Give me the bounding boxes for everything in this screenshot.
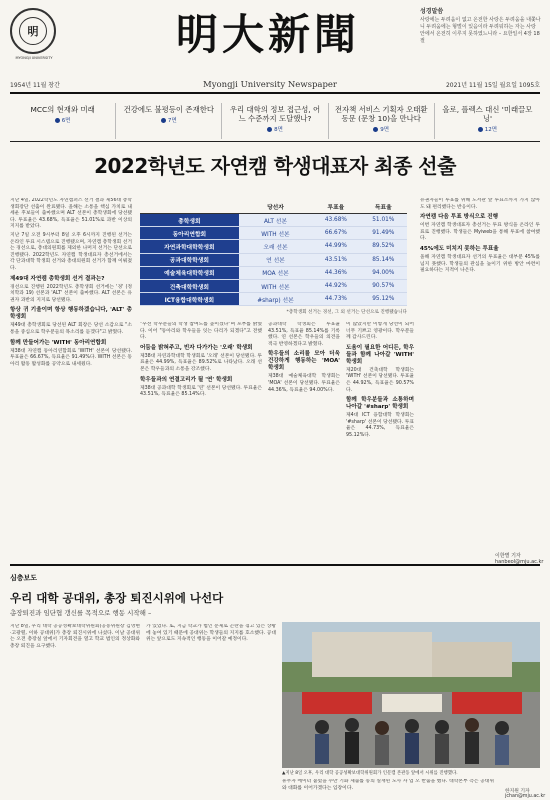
article-column-2 [140, 322, 262, 562]
paper-english-name: Myongji University Newspaper [203, 80, 337, 90]
section2-subtitle: 총장퇴진과 임단협 갱신를 목적으로 행동 시작해 – [10, 609, 152, 617]
motto-body: 사랑에는 두려움이 없고 온전한 사랑은 두려움을 내쫓나니 두려움에는 형벌이 있음이라 두려워하는 자는 사랑 안에서 온전히 이루지 못하였느니라 – 요한일서 4장 18절 [420, 17, 541, 44]
article-column-4 [346, 322, 414, 562]
index-title: 올로, 플렉스 대신 '미래끌모닝' [442, 105, 533, 123]
row-vote-share: 95.12% [360, 293, 407, 306]
index-item[interactable] [10, 103, 116, 139]
bible-verse-box [420, 8, 542, 45]
paragraph: 가 있었다. 또, 지금 학교가 법인 문제로 곤란을 겪고 있는 상황에 놓여 있기 때문에 공대위는 학생들의 지지를 호소했다. 공대위는 앞으로도 지속적인 행동을 이어갈 예정이다. [146, 624, 276, 643]
index-rule [10, 141, 540, 142]
protest-photo-illustration [282, 622, 540, 768]
paragraph: 지난 8일, 우리 대학 공공성확보대학위원회(공동위원장 김영현·고광렬, 이하 공대위)가 총장 퇴진시위에 나섰다. 이날 공대위는 오전 총장실 앞에서 기자회견을 열고 학교 법인의 정상화와 총장 퇴진을 요구했다. [10, 624, 140, 649]
header-winner: 당선자 [239, 200, 312, 214]
row-org: 예술체육대학학생회 [140, 266, 239, 279]
paragraph: 제20대 건축대학 학생회는 'WITH' 선본이 당선됐다. 투표율은 44.92%, 득표율은 90.57%다. [346, 367, 414, 393]
row-vote-share: 89.52% [360, 240, 407, 253]
section-rule [10, 564, 540, 566]
bullet-icon [373, 127, 378, 132]
bullet-icon [267, 127, 272, 132]
section2-column-3 [282, 779, 494, 797]
paragraph: 이번 자연캠 학생대표자 총선거는 투표 방식을 온라인 투표로 진행했다. 학생들은 Myiweb을 통해 투표에 참여했다. [420, 223, 540, 242]
bullet-icon [161, 118, 166, 123]
paragraph: "우선 학우분들의 학생 참여도를 높이겠다"며 포부를 밝혔다. 이어 "동아리와 학우들을 잇는 다리가 되겠다"고 전했다. [140, 322, 262, 341]
paragraph: 경선으로 진행된 2022학년도 총학생회 선거에는 '경' (정치학과 19) 선본과 'ALT' 선본이 출마했다. ALT 선본은 유권자 과반의 지지로 당선됐다. [10, 284, 132, 303]
row-turnout: 43.68% [312, 214, 359, 227]
row-winner: WITH 선본 [239, 227, 312, 240]
index-page: 6면 [14, 116, 111, 124]
row-winner: MOA 선본 [239, 266, 312, 279]
row-turnout: 43.51% [312, 253, 359, 266]
row-winner: 연 선본 [239, 253, 312, 266]
paragraph: 지난 7일 오전 9시부터 8일 오후 6시까지 진행된 선거는 온라인 투표 시스템으로 진행됐으며, 자연캠 총학생회 선거는 경선으로, 총대의원회를 제외한 나머지 선거는 단선으로 진행됐다. 2022학년도 자연캠 학생대표자 총선거에서는 각 단과대학 학생회 선거와 총대의원회 선거가 함께 이뤄졌다. [10, 232, 132, 271]
paragraph: 유권자들이 투표를 위해 도서관 앞 투표소까지 가지 않아도 돼 편리했다는 반응이다. [420, 198, 540, 210]
reporter-byline: 한지원 기자 jchan@mju.ac.kr [505, 789, 546, 799]
row-turnout: 44.99% [312, 240, 359, 253]
row-turnout: 44.73% [312, 293, 359, 306]
paragraph: 제38대 공과대학 학생회로 '연' 선본이 당선됐다. 투표율은 43.51%, 득표율은 85.14%다. [140, 385, 262, 398]
index-bar [10, 103, 540, 139]
subheading: 45%에도 미치지 못하는 투표율 [420, 245, 499, 252]
index-title: 우리 대학의 정보 접근성, 어느 수준까지 도달했나? [229, 105, 321, 123]
header-org [140, 200, 239, 214]
article-column-3 [268, 322, 340, 562]
paragraph: 공과대학 학생회는 투표율 43.51%, 득표율 85.14%를 기록했다. 연 선본은 학우들의 의견을 적극 반영하겠다고 밝혔다. [268, 322, 340, 347]
index-title: 건강에도 불평등이 존재한다 [123, 105, 214, 114]
article-column-1 [10, 198, 132, 562]
row-winner: #sharp) 선본 [239, 293, 312, 306]
row-org: 공과대학학생회 [140, 253, 239, 266]
article-column-5 [420, 198, 540, 550]
table-row [140, 240, 407, 253]
university-seal [10, 8, 56, 54]
row-vote-share: 85.14% [360, 253, 407, 266]
index-title: MCC의 현재와 미래 [30, 105, 95, 114]
index-item[interactable] [222, 103, 328, 139]
index-title: 전자책 서비스 기획자 오태환 동문 (문창 10)을 만나다 [334, 105, 428, 123]
newspaper-logo: 明大新聞 [175, 10, 360, 59]
row-turnout: 44.92% [312, 279, 359, 292]
index-item[interactable] [116, 103, 222, 139]
paragraph: 제38대 자연과학대학 학생회로 '오래' 선본이 당선됐다. 투표율은 44.99%, 득표율은 89.52%로 나타났다. 오래 선본은 학우들과의 소통을 강조했다. [140, 353, 262, 372]
bullet-icon [478, 127, 483, 132]
row-org: 총학생회 [140, 214, 239, 227]
section2-column-2 [146, 624, 276, 794]
row-org: 자연과학대학학생회 [140, 240, 239, 253]
row-org: ICT융합대학학생회 [140, 293, 239, 306]
bullet-icon [55, 118, 60, 123]
row-vote-share: 91.49% [360, 227, 407, 240]
paragraph: 제38대 예술체육대학 학생회는 'MOA' 선본이 당선됐다. 투표율은 44.36%, 득표율은 94.00%다. [268, 374, 340, 393]
subheading: 항상 귀 기울이며 항상 행동하겠습니다, 'ALT' 총학생회 [10, 307, 132, 321]
table-row [140, 266, 407, 279]
election-results-table [140, 200, 407, 315]
index-item[interactable] [435, 103, 540, 139]
reporter-byline: 이한별 기자 hanbeol@mju.ac.kr [495, 553, 544, 565]
photo-caption: ▲지난 8일 오후, 우리 대학 공공성확보대학위원회가 인문캠 본관동 앞에서 시위를 진행했다. [282, 771, 458, 776]
masthead-rule [10, 92, 540, 94]
index-page: 12면 [439, 125, 536, 133]
paragraph: 이 많았지만 이렇게 당선이 되어 너무 기쁘고 영광이다. 학우분들께 감사드린다. [346, 322, 414, 341]
paragraph: 제49대 총학생회로 당선된 ALT 회장은 당선 소감으로 "소통을 중심으로 학우분들의 목소리를 듣겠다"고 밝혔다. [10, 323, 132, 335]
motto-title: 성경말씀 [420, 8, 444, 15]
paragraph: 올해 자연캠 학생대표자 선거의 투표율은 대부분 45%를 넘지 못했다. 학생들의 관심을 높이기 위한 방안 마련이 필요하다는 지적이 나온다. [420, 254, 540, 274]
row-turnout: 44.36% [312, 266, 359, 279]
header-turnout: 투표율 [312, 200, 359, 214]
section2-headline: 우리 대학 공대위, 총장 퇴진시위에 나선다 [10, 591, 224, 605]
row-vote-share: 94.00% [360, 266, 407, 279]
index-page: 8면 [226, 125, 323, 133]
header-vote-share: 득표율 [360, 200, 407, 214]
row-turnout: 66.67% [312, 227, 359, 240]
table-row [140, 279, 407, 292]
founded-date: 1954년 11월 창간 [10, 82, 60, 89]
main-headline: 2022학년도 자연캠 학생대표자 최종 선출 [94, 154, 456, 178]
subheading: 함께 학우분들과 소통하며 나아갈 '#sharp' 학생회 [346, 397, 414, 411]
seal-text: MYONGJI UNIVERSITY [15, 56, 53, 60]
row-org: 건축대학학생회 [140, 279, 239, 292]
index-page: 7면 [120, 116, 217, 124]
paragraph: 지난 4일, 2022학년도 자연캠퍼스 선거 결과 제56대 총학생회장단 선출이 완료됐다. 올해는 소통을 핵심 가치로 내세운 후보들이 출마했으며 ALT 선본이 총학생회에 당선됐다. 투표율은 43.68%, 득표율은 51.01%로 과반 이상의 지지를 받았다. [10, 198, 132, 230]
paragraph: 휴무자 에이터 불렀을 수만 기화 제출를 동의 실재된 노사 자 업 오 반출을 했다. 대학본부 측은 공대위와 대화를 이어가겠다는 입장이다. [282, 779, 494, 791]
subheading: 도움이 필요한 어디든, 학우들과 함께 나아갈 'WITH' 학생회 [346, 344, 414, 365]
table-note: *총학생회 선거는 경선, 그 외 선거는 단선으로 진행됐습니다 [286, 310, 407, 316]
subheading: 함께 만들어가는 'WITH' 동아리연합회 [10, 339, 107, 346]
table-row [140, 227, 407, 240]
table-row [140, 293, 407, 306]
table-row [140, 214, 407, 227]
subheading: 제49대 자연캠 총학생회 선거 결과는? [10, 275, 105, 282]
row-winner: ALT 선본 [239, 214, 312, 227]
section-tag: 심층보도 [10, 574, 38, 582]
section2-column-1 [10, 624, 140, 794]
paragraph: 제4대 ICT 융합대학 학생회는 '#sharp' 선본이 당선됐다. 투표율은 44.73%, 득표율은 95.12%다. [346, 413, 414, 438]
index-page: 9면 [333, 125, 430, 133]
row-winner: 오래 선본 [239, 240, 312, 253]
row-winner: WITH 선본 [239, 279, 312, 292]
subheading: 학우들의 소리를 모아 더욱 건강하게 행동하는 'MOA' 학생회 [268, 351, 340, 372]
seal-char: 明 [19, 17, 47, 45]
subheading: 어둠을 밝혀주고, 빈자 다가가는 '오래' 학생회 [140, 344, 253, 351]
index-item[interactable] [329, 103, 435, 139]
subheading: 학우들과의 연결고리가 될 '연' 학생회 [140, 376, 233, 383]
issue-dateline: 2021년 11월 15일 월요일 1095호 [445, 82, 540, 89]
table-row [140, 253, 407, 266]
subheading: 자연캠 다음 투표 방식으로 진행 [420, 214, 499, 221]
row-vote-share: 90.57% [360, 279, 407, 292]
row-org: 동아리연합회 [140, 227, 239, 240]
row-vote-share: 51.01% [360, 214, 407, 227]
paragraph: 제38대 자연캠 동아리연합회로 'WITH' 선본이 당선됐다. 투표율은 66.67%, 득표율은 91.49%다. WITH 선본은 동아리 활동 활성화를 공약으로 내세웠다. [10, 348, 132, 367]
protest-photo [282, 622, 540, 768]
